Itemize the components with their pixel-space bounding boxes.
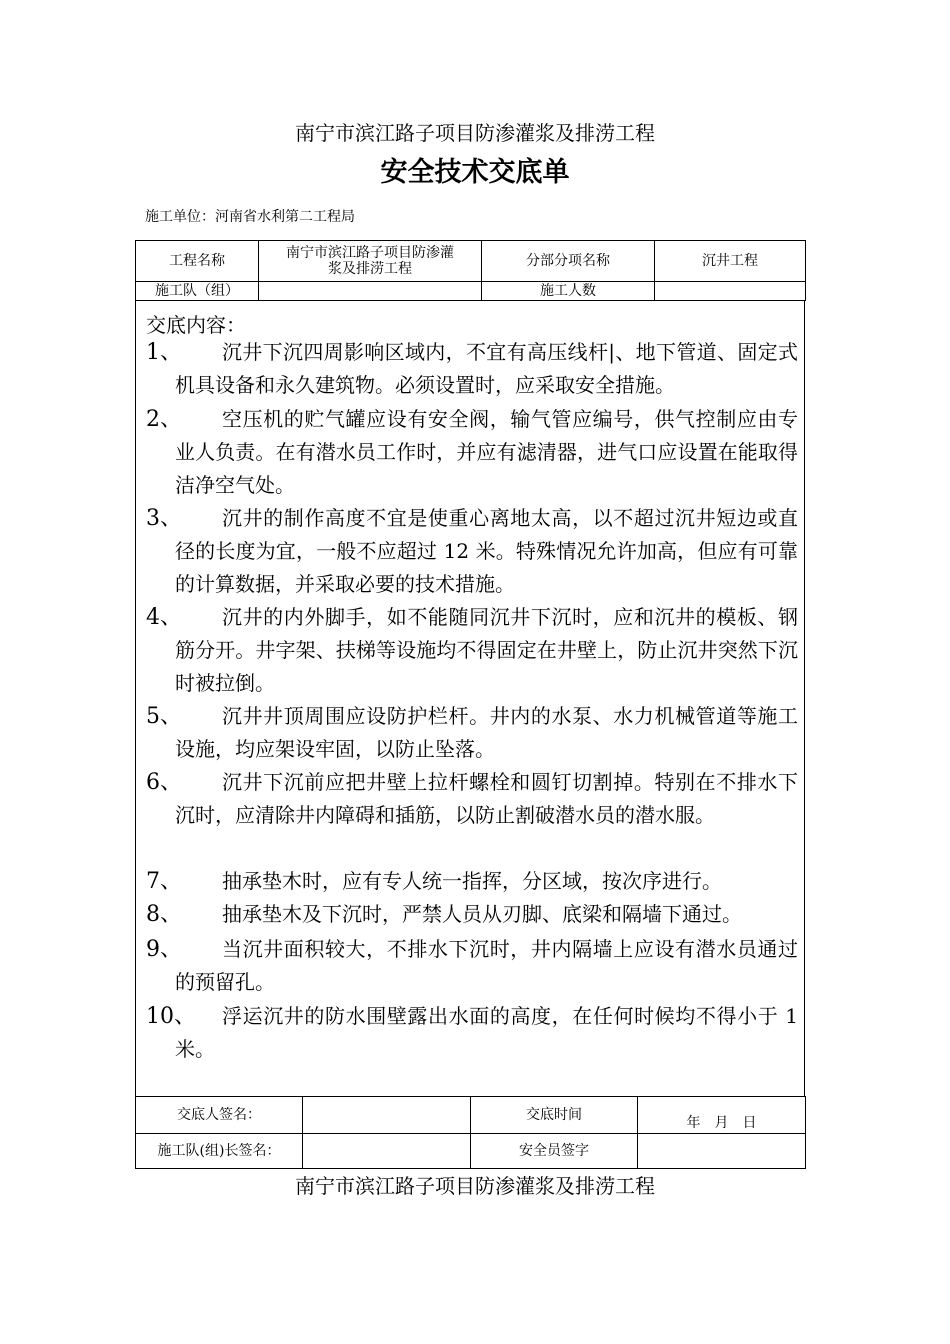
content-item — [146, 700, 798, 766]
item-number: 5、 — [146, 704, 182, 729]
content-item — [146, 336, 798, 402]
content-item — [146, 502, 798, 601]
disclosure-content — [135, 300, 805, 1096]
item-text: 沉井的制作高度不宜是使重心离地太高，以不超过沉井短边或直径的长度为宜，一般不应超过 12 米。特殊情况允许加高，但应有可靠的计算数据，并采取必要的技术措施。 — [175, 506, 798, 596]
disclosure-time-label: 交底时间 — [471, 1097, 638, 1134]
workers-label: 施工人数 — [482, 282, 655, 301]
safety-officer-signature — [638, 1134, 806, 1169]
content-item — [146, 403, 798, 502]
item-number: 6、 — [146, 770, 182, 795]
document-subtitle: 南宁市滨江路子项目防渗灌浆及排涝工程 — [295, 121, 655, 145]
item-number: 4、 — [146, 605, 182, 630]
project-name-value — [259, 241, 482, 282]
item-text: 空压机的贮气罐应设有安全阀，输气管应编号，供气控制应由专业人负责。在有潜水员工作时，并应有滤清器，进气口应设置在能取得洁净空气处。 — [175, 407, 798, 497]
discloser-signature — [303, 1097, 471, 1134]
content-title: 交底内容： — [146, 313, 246, 337]
project-name-value-line1: 南宁市滨江路子项目防渗灌 — [286, 245, 454, 261]
content-item — [146, 766, 798, 832]
discloser-label: 交底人签名： — [136, 1097, 303, 1134]
team-value — [259, 282, 482, 301]
content-item — [146, 898, 798, 931]
item-text: 沉井下沉四周影响区域内，不宜有高压线杆|、地下管道、固定式机具设备和永久建筑物。必须设置时，应采取安全措施。 — [175, 340, 798, 397]
content-item — [146, 865, 798, 898]
construction-unit: 施工单位：河南省水利第二工程局 — [145, 209, 355, 225]
item-number: 1、 — [146, 340, 182, 365]
safety-officer-label: 安全员签字 — [471, 1134, 638, 1169]
item-number: 2、 — [146, 407, 182, 432]
info-table — [135, 240, 806, 301]
signature-table — [135, 1096, 806, 1169]
item-text: 沉井井顶周围应设防护栏杆。井内的水泵、水力机械管道等施工设施，均应架设牢固，以防止坠落。 — [175, 704, 798, 761]
content-item — [146, 1000, 798, 1066]
sub-item-label: 分部分项名称 — [482, 241, 655, 282]
footer-text: 南宁市滨江路子项目防渗灌浆及排涝工程 — [295, 1174, 655, 1198]
item-text: 沉井下沉前应把井壁上拉杆螺栓和圆钉切割掉。特别在不排水下沉时，应清除井内障碍和插筋，以防止割破潜水员的潜水服。 — [175, 770, 798, 827]
item-text: 抽承垫木及下沉时，严禁人员从刃脚、底梁和隔墙下通过。 — [222, 902, 742, 926]
item-text: 当沉井面积较大，不排水下沉时，井内隔墙上应设有潜水员通过的预留孔。 — [175, 937, 798, 994]
content-item — [146, 933, 798, 999]
team-label: 施工队（组） — [136, 282, 259, 301]
team-leader-label: 施工队(组)长签名： — [136, 1134, 303, 1169]
item-number: 9、 — [146, 937, 182, 962]
item-text: 浮运沉井的防水围壁露出水面的高度，在任何时候均不得小于 1 米。 — [175, 1004, 798, 1061]
item-number: 10、 — [146, 1004, 196, 1029]
content-item — [146, 601, 798, 700]
item-text: 抽承垫木时，应有专人统一指挥，分区域，按次序进行。 — [222, 869, 722, 893]
sub-item-value: 沉井工程 — [655, 241, 806, 282]
item-text: 沉井的内外脚手，如不能随同沉井下沉时，应和沉井的模板、钢筋分开。井字架、扶梯等设施均不得固定在井壁上，防止沉井突然下沉时被拉倒。 — [175, 605, 798, 695]
workers-value — [655, 282, 806, 301]
project-name-value-line2: 浆及排涝工程 — [328, 261, 412, 277]
item-number: 3、 — [146, 506, 182, 531]
team-leader-signature — [303, 1134, 471, 1169]
project-name-label: 工程名称 — [136, 241, 259, 282]
item-number: 7、 — [146, 869, 182, 894]
document-title: 安全技术交底单 — [380, 157, 570, 188]
item-number: 8、 — [146, 902, 182, 927]
disclosure-time-value: 年 月 日 — [638, 1097, 806, 1134]
